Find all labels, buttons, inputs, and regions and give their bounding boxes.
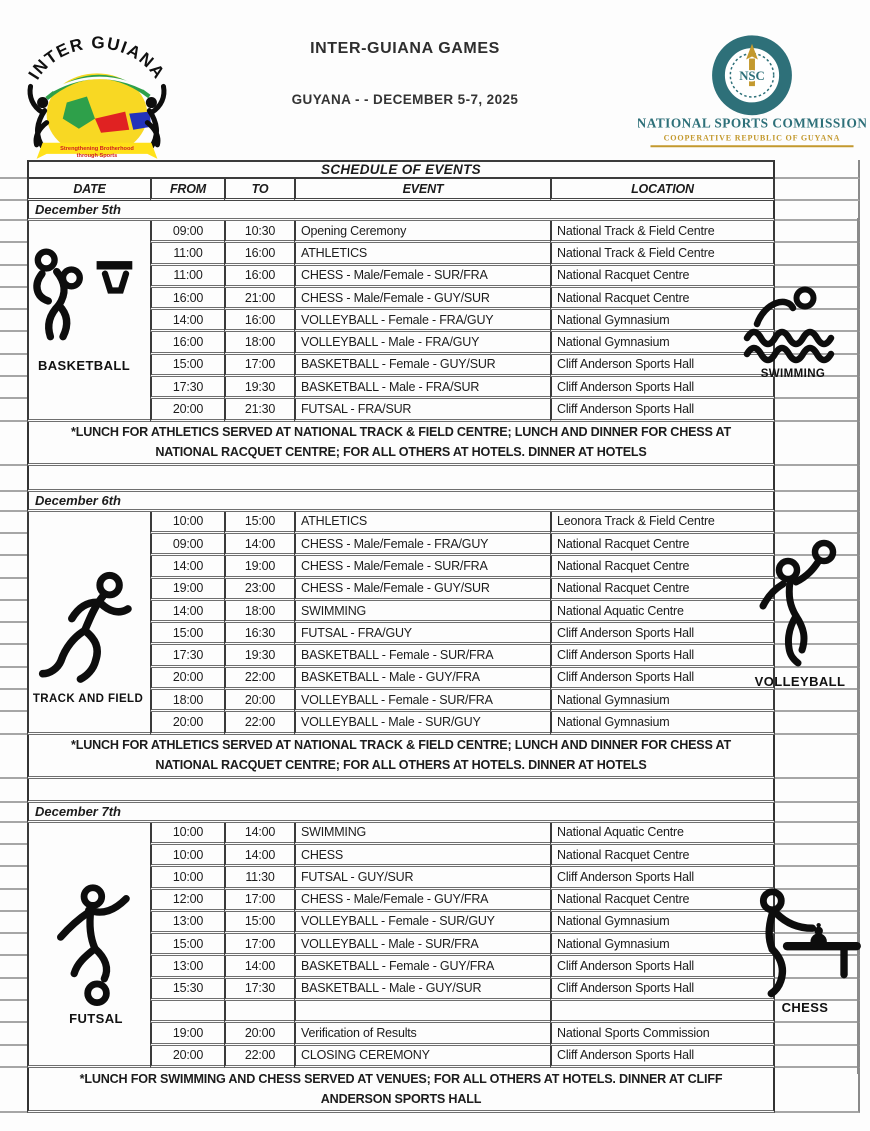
right-margin-cell <box>775 735 860 779</box>
cell-location: National Racquet Centre <box>550 845 775 867</box>
cell-event: ATHLETICS <box>294 512 550 534</box>
right-margin-cell <box>775 422 860 466</box>
section-date-label: December 5th <box>27 201 775 221</box>
cell-location: Cliff Anderson Sports Hall <box>550 668 775 690</box>
cell-event: CHESS - Male/Female - GUY/FRA <box>294 890 550 912</box>
cell-location: National Track & Field Centre <box>550 243 775 265</box>
cell-event: FUTSAL - GUY/SUR <box>294 867 550 889</box>
futsal-icon <box>44 884 148 1009</box>
cell-to: 17:00 <box>224 355 294 377</box>
cell-location: Cliff Anderson Sports Hall <box>550 867 775 889</box>
left-margin-cell <box>0 1001 27 1023</box>
page-gutter <box>860 823 870 845</box>
cell-from: 11:00 <box>150 266 224 288</box>
page-gutter <box>860 160 870 179</box>
page-gutter <box>860 601 870 623</box>
swimming-label: SWIMMING <box>760 368 826 380</box>
cell-location: Leonora Track & Field Centre <box>550 512 775 534</box>
section-date-label: December 6th <box>27 492 775 512</box>
left-margin-cell <box>0 1023 27 1045</box>
table-row <box>0 399 870 421</box>
basketball-pictogram <box>18 246 150 373</box>
page-subtitle: GUYANA - - DECEMBER 5-7, 2025 <box>291 92 519 107</box>
cell-to <box>224 1001 294 1023</box>
cell-event: CLOSING CEREMONY <box>294 1046 550 1068</box>
cell-event: FUTSAL - FRA/SUR <box>294 399 550 421</box>
cell-from: 12:00 <box>150 890 224 912</box>
cell-to: 18:00 <box>224 601 294 623</box>
right-margin-cell <box>775 243 860 265</box>
cell-to: 20:00 <box>224 1023 294 1045</box>
cell-from: 18:00 <box>150 690 224 712</box>
left-margin-cell <box>0 623 27 645</box>
cell-to: 10:30 <box>224 221 294 243</box>
section-date-row <box>0 803 870 823</box>
page-gutter <box>860 712 870 734</box>
left-margin-cell <box>0 1068 27 1113</box>
page-gutter <box>860 221 870 243</box>
logo-banner-line1: Strengthening Brotherhood <box>60 145 134 152</box>
note-line: NATIONAL RACQUET CENTRE; FOR ALL OTHERS AT HOTELS. DINNER AT HOTELS <box>155 445 647 460</box>
nsc-logo-art <box>638 26 866 164</box>
logo-banner-line2: through Sports <box>76 152 118 159</box>
cell-from: 09:00 <box>150 221 224 243</box>
spacer-cell <box>27 779 775 803</box>
cell-to: 19:30 <box>224 645 294 667</box>
chess-piece-glyph: ♟ <box>806 919 831 950</box>
page-gutter <box>860 1046 870 1068</box>
swimming-pictogram <box>740 280 846 380</box>
cell-from: 09:00 <box>150 534 224 556</box>
cell-to: 22:00 <box>224 712 294 734</box>
cell-from: 20:00 <box>150 1046 224 1068</box>
cell-event: VOLLEYBALL - Female - SUR/GUY <box>294 912 550 934</box>
left-margin-cell <box>0 668 27 690</box>
cell-location: National Racquet Centre <box>550 556 775 578</box>
cell-event: Verification of Results <box>294 1023 550 1045</box>
cell-location: Cliff Anderson Sports Hall <box>550 645 775 667</box>
cell-to: 16:30 <box>224 623 294 645</box>
logo-figure-left <box>30 86 48 146</box>
section-note <box>27 1068 775 1113</box>
cell-event: CHESS - Male/Female - GUY/SUR <box>294 579 550 601</box>
cell-from: 16:00 <box>150 288 224 310</box>
page-gutter <box>860 266 870 288</box>
cell-from: 20:00 <box>150 668 224 690</box>
left-margin-cell <box>0 867 27 889</box>
left-margin-cell <box>0 466 27 492</box>
cell-to: 23:00 <box>224 579 294 601</box>
column-header-date: DATE <box>27 179 150 201</box>
cell-to: 17:30 <box>224 979 294 1001</box>
right-margin-cell <box>775 690 860 712</box>
left-margin-cell <box>0 512 27 534</box>
right-margin-cell <box>775 867 860 889</box>
cell-from: 19:00 <box>150 579 224 601</box>
cell-from: 13:00 <box>150 956 224 978</box>
note-line: *LUNCH FOR SWIMMING AND CHESS SERVED AT VENUES; FOR ALL OTHERS AT HOTELS. DINNER AT CLIFF <box>79 1071 723 1086</box>
track-and-field-label: TRACK AND FIELD <box>32 693 144 705</box>
column-header-event: EVENT <box>294 179 550 201</box>
column-header-location: LOCATION <box>550 179 775 201</box>
cell-date <box>27 399 150 421</box>
column-header-to: TO <box>224 179 294 201</box>
cell-location: National Gymnasium <box>550 912 775 934</box>
left-margin-cell <box>0 160 27 179</box>
page-gutter <box>860 310 870 332</box>
cell-to: 21:00 <box>224 288 294 310</box>
cell-location: Cliff Anderson Sports Hall <box>550 1046 775 1068</box>
cell-from: 17:30 <box>150 645 224 667</box>
table-row <box>0 823 870 845</box>
left-margin-cell <box>0 690 27 712</box>
section-note <box>27 422 775 466</box>
cell-to: 17:00 <box>224 934 294 956</box>
cell-location: National Aquatic Centre <box>550 601 775 623</box>
cell-event: BASKETBALL - Female - GUY/FRA <box>294 956 550 978</box>
section-date-row <box>0 492 870 512</box>
volleyball-icon <box>750 538 850 672</box>
table-row <box>0 377 870 399</box>
cell-from: 14:00 <box>150 556 224 578</box>
section-note-row <box>0 735 870 779</box>
right-margin-cell <box>775 1023 860 1045</box>
cell-event: ATHLETICS <box>294 243 550 265</box>
cell-to: 20:00 <box>224 690 294 712</box>
cell-date <box>27 823 150 845</box>
left-margin-cell <box>0 201 27 221</box>
cell-from: 10:00 <box>150 823 224 845</box>
cell-event: VOLLEYBALL - Female - FRA/GUY <box>294 310 550 332</box>
cell-event: VOLLEYBALL - Male - FRA/GUY <box>294 332 550 354</box>
cell-date <box>27 712 150 734</box>
left-margin-cell <box>0 1046 27 1068</box>
cell-to: 14:00 <box>224 845 294 867</box>
page-gutter <box>860 845 870 867</box>
futsal-label: FUTSAL <box>69 1011 123 1026</box>
cell-to: 22:00 <box>224 668 294 690</box>
table-row <box>0 1046 870 1068</box>
right-margin-cell <box>775 823 860 845</box>
right-margin-cell <box>775 1068 860 1113</box>
cell-event: BASKETBALL - Female - GUY/SUR <box>294 355 550 377</box>
cell-location: National Racquet Centre <box>550 288 775 310</box>
page-gutter <box>860 512 870 534</box>
inter-guiana-games-logo <box>14 26 180 172</box>
cell-location: National Sports Commission <box>550 1023 775 1045</box>
page-gutter <box>860 492 870 512</box>
cell-from <box>150 1001 224 1023</box>
cell-event: BASKETBALL - Male - GUY/SUR <box>294 979 550 1001</box>
cell-event: BASKETBALL - Female - SUR/FRA <box>294 645 550 667</box>
cell-from: 14:00 <box>150 310 224 332</box>
cell-location: Cliff Anderson Sports Hall <box>550 377 775 399</box>
left-margin-cell <box>0 979 27 1001</box>
page-gutter <box>860 422 870 466</box>
cell-location: National Gymnasium <box>550 332 775 354</box>
cell-event: Opening Ceremony <box>294 221 550 243</box>
right-margin-cell <box>775 512 860 534</box>
left-margin-cell <box>0 399 27 421</box>
left-margin-cell <box>0 601 27 623</box>
right-margin-cell <box>775 399 860 421</box>
left-margin-cell <box>0 221 27 243</box>
cell-from: 15:00 <box>150 355 224 377</box>
basketball-label: BASKETBALL <box>37 358 131 373</box>
cell-from: 19:00 <box>150 1023 224 1045</box>
right-margin-cell <box>775 845 860 867</box>
cell-from: 16:00 <box>150 332 224 354</box>
cell-date <box>27 534 150 556</box>
right-margin-cell <box>775 779 860 803</box>
cell-from: 20:00 <box>150 399 224 421</box>
right-margin-cell <box>775 492 860 512</box>
cell-event: CHESS <box>294 845 550 867</box>
cell-event: VOLLEYBALL - Male - SUR/FRA <box>294 934 550 956</box>
page-gutter <box>860 243 870 265</box>
right-margin-cell <box>775 377 860 399</box>
volleyball-pictogram <box>748 538 852 689</box>
table-row <box>0 221 870 243</box>
table-row <box>0 845 870 867</box>
cell-event: FUTSAL - FRA/GUY <box>294 623 550 645</box>
cell-from: 14:00 <box>150 601 224 623</box>
cell-location <box>550 1001 775 1023</box>
cell-location: Cliff Anderson Sports Hall <box>550 399 775 421</box>
cell-to: 15:00 <box>224 912 294 934</box>
section-note-row <box>0 1068 870 1113</box>
cell-event: CHESS - Male/Female - FRA/GUY <box>294 534 550 556</box>
cell-event: SWIMMING <box>294 601 550 623</box>
cell-date <box>27 845 150 867</box>
cell-to: 11:30 <box>224 867 294 889</box>
page-gutter <box>860 201 870 221</box>
page-gutter <box>860 332 870 354</box>
right-margin-cell <box>775 201 860 221</box>
left-margin-cell <box>0 934 27 956</box>
cell-from: 10:00 <box>150 512 224 534</box>
page-gutter <box>860 645 870 667</box>
cell-from: 20:00 <box>150 712 224 734</box>
inter-guiana-games-logo-art <box>14 26 180 172</box>
left-margin-cell <box>0 492 27 512</box>
left-margin-cell <box>0 579 27 601</box>
left-margin-cell <box>0 845 27 867</box>
left-margin-cell <box>0 956 27 978</box>
left-margin-cell <box>0 712 27 734</box>
chess-label: CHESS <box>781 1000 829 1015</box>
cell-to: 14:00 <box>224 823 294 845</box>
nsc-org-name: NATIONAL SPORTS COMMISSION <box>638 115 866 131</box>
cell-event: CHESS - Male/Female - SUR/FRA <box>294 556 550 578</box>
spacer-row <box>0 779 870 803</box>
volleyball-label: VOLLEYBALL <box>754 674 846 689</box>
cell-to: 17:00 <box>224 890 294 912</box>
cell-to: 14:00 <box>224 534 294 556</box>
cell-location: National Racquet Centre <box>550 579 775 601</box>
right-margin-cell <box>775 179 860 201</box>
right-margin-cell <box>775 160 860 179</box>
cell-location: Cliff Anderson Sports Hall <box>550 979 775 1001</box>
note-line: NATIONAL RACQUET CENTRE; FOR ALL OTHERS AT HOTELS. DINNER AT HOTELS <box>155 758 647 773</box>
section-date-label: December 7th <box>27 803 775 823</box>
page-gutter <box>860 623 870 645</box>
left-margin-cell <box>0 735 27 779</box>
cell-to: 18:00 <box>224 332 294 354</box>
cell-location: Cliff Anderson Sports Hall <box>550 355 775 377</box>
page-title: INTER-GUIANA GAMES <box>310 40 500 57</box>
note-line: *LUNCH FOR ATHLETICS SERVED AT NATIONAL TRACK & FIELD CENTRE; LUNCH AND DINNER FOR CHESS AT <box>71 738 731 753</box>
page-gutter <box>860 179 870 201</box>
cell-location: National Aquatic Centre <box>550 823 775 845</box>
track-and-field-pictogram <box>26 570 150 705</box>
cell-location: National Gymnasium <box>550 712 775 734</box>
page-gutter <box>860 288 870 310</box>
cell-location: Cliff Anderson Sports Hall <box>550 956 775 978</box>
track-and-field-icon <box>34 570 142 691</box>
section-date-row <box>0 201 870 221</box>
cell-location: National Gymnasium <box>550 310 775 332</box>
left-margin-cell <box>0 912 27 934</box>
table-row <box>0 534 870 556</box>
nsc-acronym: NSC <box>739 69 765 84</box>
page-gutter <box>860 668 870 690</box>
cell-event: CHESS - Male/Female - SUR/FRA <box>294 266 550 288</box>
cell-from: 11:00 <box>150 243 224 265</box>
table-row <box>0 712 870 734</box>
national-sports-commission-logo <box>638 26 866 164</box>
cell-date <box>27 512 150 534</box>
page-gutter <box>860 779 870 803</box>
cell-date <box>27 1023 150 1045</box>
cell-event: VOLLEYBALL - Male - SUR/GUY <box>294 712 550 734</box>
spacer-cell <box>27 466 775 492</box>
column-header-row <box>0 179 870 201</box>
spacer-row <box>0 466 870 492</box>
cell-date <box>27 221 150 243</box>
basketball-icon <box>21 246 147 356</box>
left-margin-cell <box>0 534 27 556</box>
page-gutter <box>860 355 870 377</box>
left-margin-cell <box>0 779 27 803</box>
left-margin-cell <box>0 890 27 912</box>
left-margin-cell <box>0 823 27 845</box>
document-header <box>230 40 580 107</box>
cell-to: 19:00 <box>224 556 294 578</box>
table-row <box>0 1023 870 1045</box>
cell-location: National Racquet Centre <box>550 266 775 288</box>
page-gutter <box>860 803 870 823</box>
table-title-row <box>0 160 870 179</box>
left-margin-cell <box>0 179 27 201</box>
table-title: SCHEDULE OF EVENTS <box>27 160 775 179</box>
cell-event: VOLLEYBALL - Female - SUR/FRA <box>294 690 550 712</box>
page-gutter <box>860 690 870 712</box>
cell-date <box>27 1046 150 1068</box>
right-margin-cell <box>775 221 860 243</box>
cell-from: 17:30 <box>150 377 224 399</box>
column-header-from: FROM <box>150 179 224 201</box>
page-gutter <box>860 466 870 492</box>
cell-event: CHESS - Male/Female - GUY/SUR <box>294 288 550 310</box>
cell-to: 19:30 <box>224 377 294 399</box>
table-row <box>0 512 870 534</box>
swimming-icon <box>743 280 843 366</box>
page-gutter <box>860 1023 870 1045</box>
cell-location: National Gymnasium <box>550 690 775 712</box>
cell-to: 15:00 <box>224 512 294 534</box>
page-gutter <box>860 735 870 779</box>
right-margin-cell <box>775 466 860 492</box>
cell-from: 15:30 <box>150 979 224 1001</box>
page-gutter <box>860 1068 870 1113</box>
chess-pictogram <box>746 888 864 1015</box>
cell-event: SWIMMING <box>294 823 550 845</box>
logo-arc-text: INTER GUIANA <box>24 33 169 83</box>
left-margin-cell <box>0 556 27 578</box>
page-gutter <box>860 399 870 421</box>
section-note-row <box>0 422 870 466</box>
cell-event: BASKETBALL - Male - FRA/SUR <box>294 377 550 399</box>
cell-date <box>27 377 150 399</box>
chess-icon <box>747 888 863 998</box>
cell-to: 22:00 <box>224 1046 294 1068</box>
cell-from: 13:00 <box>150 912 224 934</box>
cell-location: National Track & Field Centre <box>550 221 775 243</box>
futsal-pictogram <box>40 884 152 1026</box>
cell-from: 10:00 <box>150 867 224 889</box>
page-gutter <box>860 867 870 889</box>
cell-to: 21:30 <box>224 399 294 421</box>
right-margin-cell <box>775 712 860 734</box>
right-margin-cell <box>775 803 860 823</box>
note-line: *LUNCH FOR ATHLETICS SERVED AT NATIONAL TRACK & FIELD CENTRE; LUNCH AND DINNER FOR CHESS AT <box>71 425 731 440</box>
page-gutter <box>860 556 870 578</box>
page-gutter <box>860 534 870 556</box>
page-gutter <box>860 579 870 601</box>
left-margin-cell <box>0 377 27 399</box>
cell-to: 14:00 <box>224 956 294 978</box>
left-margin-cell <box>0 645 27 667</box>
nsc-country: COOPERATIVE REPUBLIC OF GUYANA <box>663 133 841 143</box>
cell-event: BASKETBALL - Male - GUY/FRA <box>294 668 550 690</box>
cell-location: National Racquet Centre <box>550 534 775 556</box>
cell-location: National Gymnasium <box>550 934 775 956</box>
cell-event <box>294 1001 550 1023</box>
left-margin-cell <box>0 422 27 466</box>
cell-to: 16:00 <box>224 266 294 288</box>
page-gutter <box>860 377 870 399</box>
cell-to: 16:00 <box>224 310 294 332</box>
cell-from: 15:00 <box>150 623 224 645</box>
left-margin-cell <box>0 803 27 823</box>
cell-from: 10:00 <box>150 845 224 867</box>
section-note <box>27 735 775 779</box>
right-margin-cell <box>775 1046 860 1068</box>
cell-to: 16:00 <box>224 243 294 265</box>
cell-location: Cliff Anderson Sports Hall <box>550 623 775 645</box>
note-line: ANDERSON SPORTS HALL <box>320 1091 482 1106</box>
cell-from: 15:00 <box>150 934 224 956</box>
cell-location: National Racquet Centre <box>550 890 775 912</box>
